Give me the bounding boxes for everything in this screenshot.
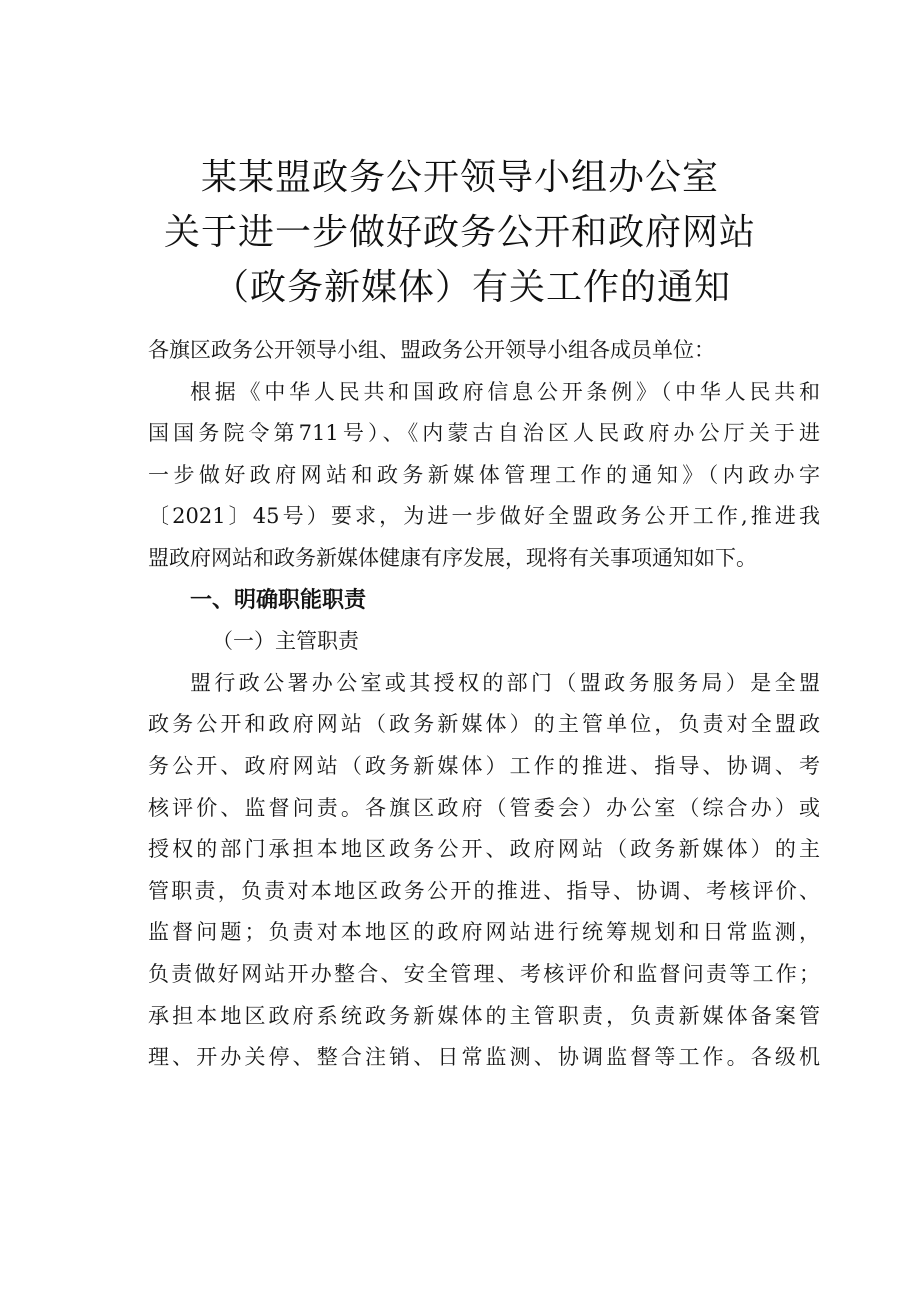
paragraph-1-line-1: 盟行政公署办公室或其授权的部门（盟政务服务局）是全盟 [190,670,820,695]
addressee: 各旗区政务公开领导小组、盟政务公开领导小组各成员单位： [148,338,715,362]
title-line-2: 关于进一步做好政务公开和政府网站 [163,212,756,253]
document-body [148,330,820,1079]
paragraph-1-line-9: 承担本地区政府系统政务新媒体的主管职责，负责新媒体备案管 [148,1003,820,1028]
intro-line-5: 盟政府网站和政务新媒体健康有序发展，现将有关事项通知如下。 [148,545,757,570]
paragraph-1-line-3: 务公开、政府网站（政务新媒体）工作的推进、指导、协调、考 [148,753,820,778]
paragraph-1-line-2: 政务公开和政府网站（政务新媒体）的主管单位，负责对全盟政 [148,712,820,737]
intro-line-1: 根据《中华人民共和国政府信息公开条例》（中华人民共和 [190,379,820,404]
section-heading-1: 一、明确职能职责 [190,587,367,613]
title-line-1: 某某盟政务公开领导小组办公室 [200,157,719,198]
subsection-heading-1: （一）主管职责 [212,629,359,654]
paragraph-1-line-4: 核评价、监督问责。各旗区政府（管委会）办公室（综合办）或 [148,795,820,820]
document-title [0,150,920,315]
intro-line-3: 一步做好政府网站和政务新媒体管理工作的通知》（内政办字 [148,462,820,487]
intro-line-2: 国国务院令第711号）、《内蒙古自治区人民政府办公厅关于进 [148,421,820,446]
paragraph-1-line-10: 理、开办关停、整合注销、日常监测、协调监督等工作。各级机 [148,1045,820,1070]
paragraph-1-line-5: 授权的部门承担本地区政务公开、政府网站（政务新媒体）的主 [148,837,820,862]
paragraph-1-line-7: 监督问题；负责对本地区的政府网站进行统筹规划和日常监测， [148,920,820,945]
paragraph-1-line-6: 管职责，负责对本地区政务公开的推进、指导、协调、考核评价、 [148,878,820,903]
paragraph-1-line-8: 负责做好网站开办整合、安全管理、考核评价和监督问责等工作； [148,961,820,986]
intro-line-4: 〔2021〕45号）要求，为进一步做好全盟政务公开工作,推进我 [148,504,820,529]
title-line-3: （政务新媒体）有关工作的通知 [212,267,731,308]
